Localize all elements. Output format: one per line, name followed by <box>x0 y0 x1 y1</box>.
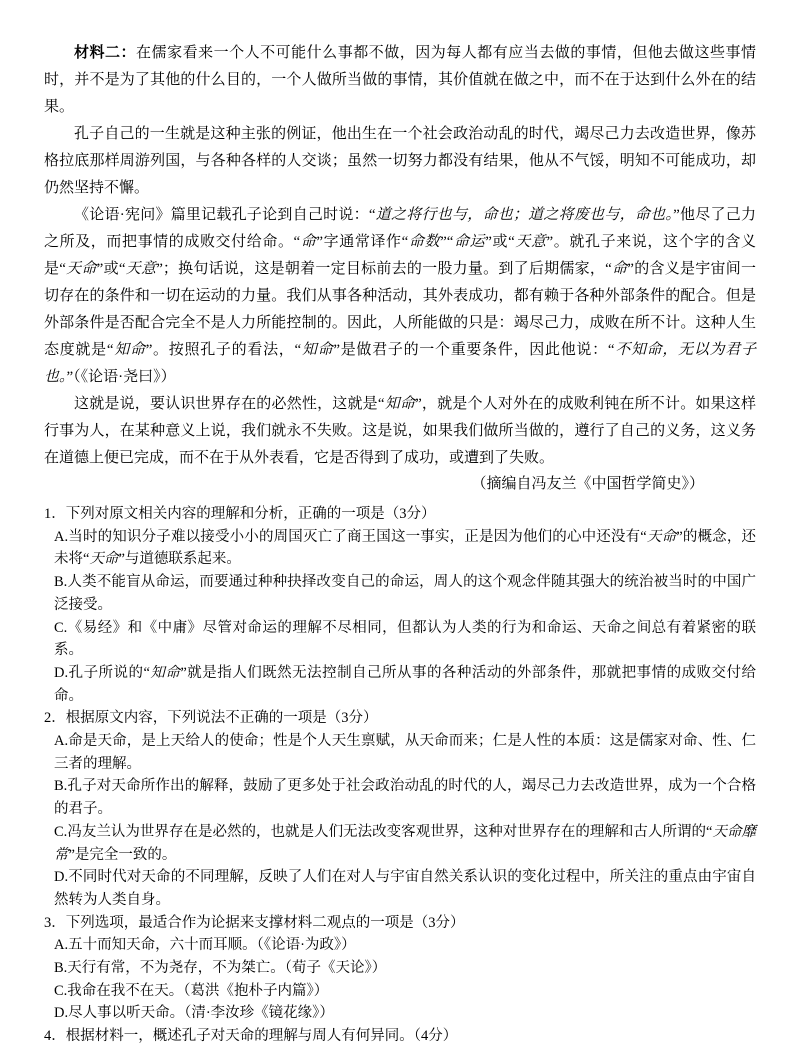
reading-passage <box>44 40 756 496</box>
passage-paragraphs <box>44 40 756 472</box>
option-label: B. <box>54 574 68 591</box>
option-label: A. <box>54 733 69 750</box>
text-segment: ”（《论语·尧曰》） <box>66 369 176 385</box>
option-label: D. <box>54 869 69 886</box>
option-label: D. <box>54 664 69 681</box>
question-option <box>54 980 756 1003</box>
text-segment: 知命 <box>384 396 416 412</box>
text-segment: ”字通常译作“ <box>316 234 409 250</box>
passage-attribution: （摘编自冯友兰《中国哲学简史》） <box>471 476 704 492</box>
text-segment: 尽人事以听天命。（清·李汝珍《镜花缘》） <box>68 1005 334 1022</box>
question-option <box>54 957 756 980</box>
question-stem: 1．下列对原文相关内容的理解和分析，正确的一项是（3分） <box>44 506 436 522</box>
passage-paragraph <box>44 202 756 391</box>
option-label: C. <box>54 619 68 636</box>
passage-paragraph <box>44 40 756 121</box>
question-option <box>54 821 756 866</box>
question-option <box>54 730 756 775</box>
text-segment: 命数 <box>408 234 441 250</box>
question-2 <box>44 707 756 911</box>
question-option <box>54 1002 756 1025</box>
text-segment: 冯友兰认为世界存在是必然的，也就是人们无法改变客观世界，这种对世界存在的理解和古人所谓的“ <box>67 823 713 840</box>
question-option <box>54 617 756 662</box>
question-option <box>54 662 756 707</box>
text-segment: ”“ <box>440 234 454 250</box>
text-segment: 当时的知识分子难以接受小小的周国灭亡了商王国这一事实，正是因为他们的心中还没有“ <box>68 528 647 545</box>
text-segment: 《论语·宪问》篇里记载孔子论到自己时说：“ <box>74 207 376 223</box>
text-segment: 天命 <box>89 551 119 568</box>
text-segment: 天意 <box>514 234 547 250</box>
questions-section <box>44 503 756 1048</box>
question-option <box>54 934 756 957</box>
text-segment: 天命 <box>65 261 97 277</box>
question-option <box>54 775 756 820</box>
question-option <box>54 866 756 911</box>
text-segment: ”与道德联系起来。 <box>118 551 241 568</box>
text-segment: 命 <box>300 234 317 250</box>
option-label: A. <box>54 528 69 545</box>
option-label: A. <box>54 937 69 954</box>
text-segment: ”；换句话说，这是朝着一定目标前去的一股力量。到了后期儒家，“ <box>156 261 612 277</box>
text-segment: 不同时代对天命的不同理解，反映了人们在对人与宇宙自然关系认识的变化过程中，所关注的重点由宇宙自然转为人类自身。 <box>54 869 756 908</box>
text-segment: 孔子自己的一生就是这种主张的例证，他出生在一个社会政治动乱的时代，竭尽己力去改造世界，像苏格拉底那样周游列国，与各种各样的人交谈；虽然一切努力都没有结果，他从不气馁，明知不可能成功，却仍然坚持不懈。 <box>44 126 756 196</box>
text-segment: 《易经》和《中庸》尽管对命运的理解不尽相同，但都认为人类的行为和命运、天命之间总有着紧密的联系。 <box>54 619 756 659</box>
text-segment: 五十而知天命，六十而耳顺。（《论语·为政》） <box>68 937 356 954</box>
text-segment: ”或“ <box>96 261 126 277</box>
text-segment: ”。按照孔子的看法，“ <box>145 342 302 358</box>
option-label: B. <box>54 960 68 977</box>
text-segment: ”是做君子的一个重要条件，因此他说：“ <box>333 342 615 358</box>
option-label: B. <box>54 778 68 795</box>
option-label: C. <box>54 823 68 840</box>
question-3 <box>44 912 756 1026</box>
question-stem: 4．根据材料一，概述孔子对天命的理解与周人有何异同。（4分） <box>44 1028 458 1045</box>
question-stem: 3．下列选项，最适合作为论据来支撑材料二观点的一项是（3分） <box>44 914 465 931</box>
text-segment: 知命 <box>301 342 334 358</box>
passage-paragraph <box>44 121 756 202</box>
text-segment: 道之将行也与，命也；道之将废也与，命也。 <box>375 207 674 223</box>
text-segment: 我命在我不在天。（葛洪《抱朴子内篇》） <box>67 982 329 999</box>
text-segment: 孔子对天命所作出的解释，鼓励了更多处于社会政治动乱的时代的人，竭尽己力去改造世界，成为一个合格的君子。 <box>54 778 756 818</box>
text-segment: ”的含义是宇宙间一切存在的条件和一切在运动的力量。我们从事各种活动，其外表成功，都有赖于各种外部条件的配合。但是外部条件是否配合完全不是人力所能控制的。因此，人所能做的只是：竭尽己力，成败在所不计。这种人生态度就是“ <box>44 261 756 358</box>
text-segment: 知命 <box>113 342 146 358</box>
text-segment: 这就是说，要认识世界存在的必然性，这就是“ <box>74 396 385 412</box>
option-label: D. <box>54 1005 69 1022</box>
question-stem: 2．根据原文内容，下列说法不正确的一项是（3分） <box>44 710 378 727</box>
question-4 <box>44 1025 756 1048</box>
question-option <box>54 526 756 571</box>
text-segment: ”或“ <box>485 234 515 250</box>
text-segment: ”。就孔子来说，这个字的含义是“ <box>44 234 756 277</box>
question-option <box>54 571 756 616</box>
text-segment: 天命 <box>646 528 677 545</box>
text-segment: 命运 <box>453 234 486 250</box>
text-segment: ”就是指人们既然无法控制自己所从事的各种活动的外部条件，那就把事情的成败交付给命。 <box>54 664 756 704</box>
question-1 <box>44 503 756 707</box>
text-segment: 知命 <box>149 664 181 681</box>
text-segment: ”他尽了己力之所及，而把事情的成败交付给命。“ <box>44 207 756 250</box>
text-segment: 天意 <box>125 261 157 277</box>
text-segment: 天命靡常 <box>54 823 757 863</box>
text-segment: 孔子所说的“ <box>68 664 150 681</box>
text-segment: 不知命，无以为君子也。 <box>44 342 756 385</box>
option-label: C. <box>54 982 68 999</box>
text-segment: 命 <box>611 261 628 277</box>
text-segment: ”，就是个人对外在的成败利钝在所不计。如果这样行事为人，在某种意义上说，我们就永不失败。这是说，如果我们做所当做的，遵行了自己的义务，这义务在道德上便已完成，而不在于从外表看，它是否得到了成功，或遭到了失败。 <box>44 396 756 466</box>
text-segment: 人类不能盲从命运，而要通过种种抉择改变自己的命运，周人的这个观念伴随其强大的统治被当时的中国广泛接受。 <box>54 574 756 613</box>
text-segment: 命是天命，是上天给人的使命；性是个人天生禀赋，从天命而来；仁是人性的本质：这是儒家对命、性、仁三者的理解。 <box>54 733 756 772</box>
passage-paragraph <box>44 391 756 472</box>
text-segment: ”的概念，还未将“ <box>54 528 757 568</box>
text-segment: 天行有常，不为尧存，不为桀亡。（荀子《天论》） <box>67 960 387 977</box>
text-segment: ”是完全一致的。 <box>68 846 177 863</box>
text-segment: 材料二： <box>74 45 137 61</box>
text-segment: 在儒家看来一个人不可能什么事都不做，因为每人都有应当去做的事情，但他去做这些事情时，并不是为了其他的什么目的，一个人做所当做的事情，其价值就在做之中，而不在于达到什么外在的结果。 <box>44 45 756 115</box>
